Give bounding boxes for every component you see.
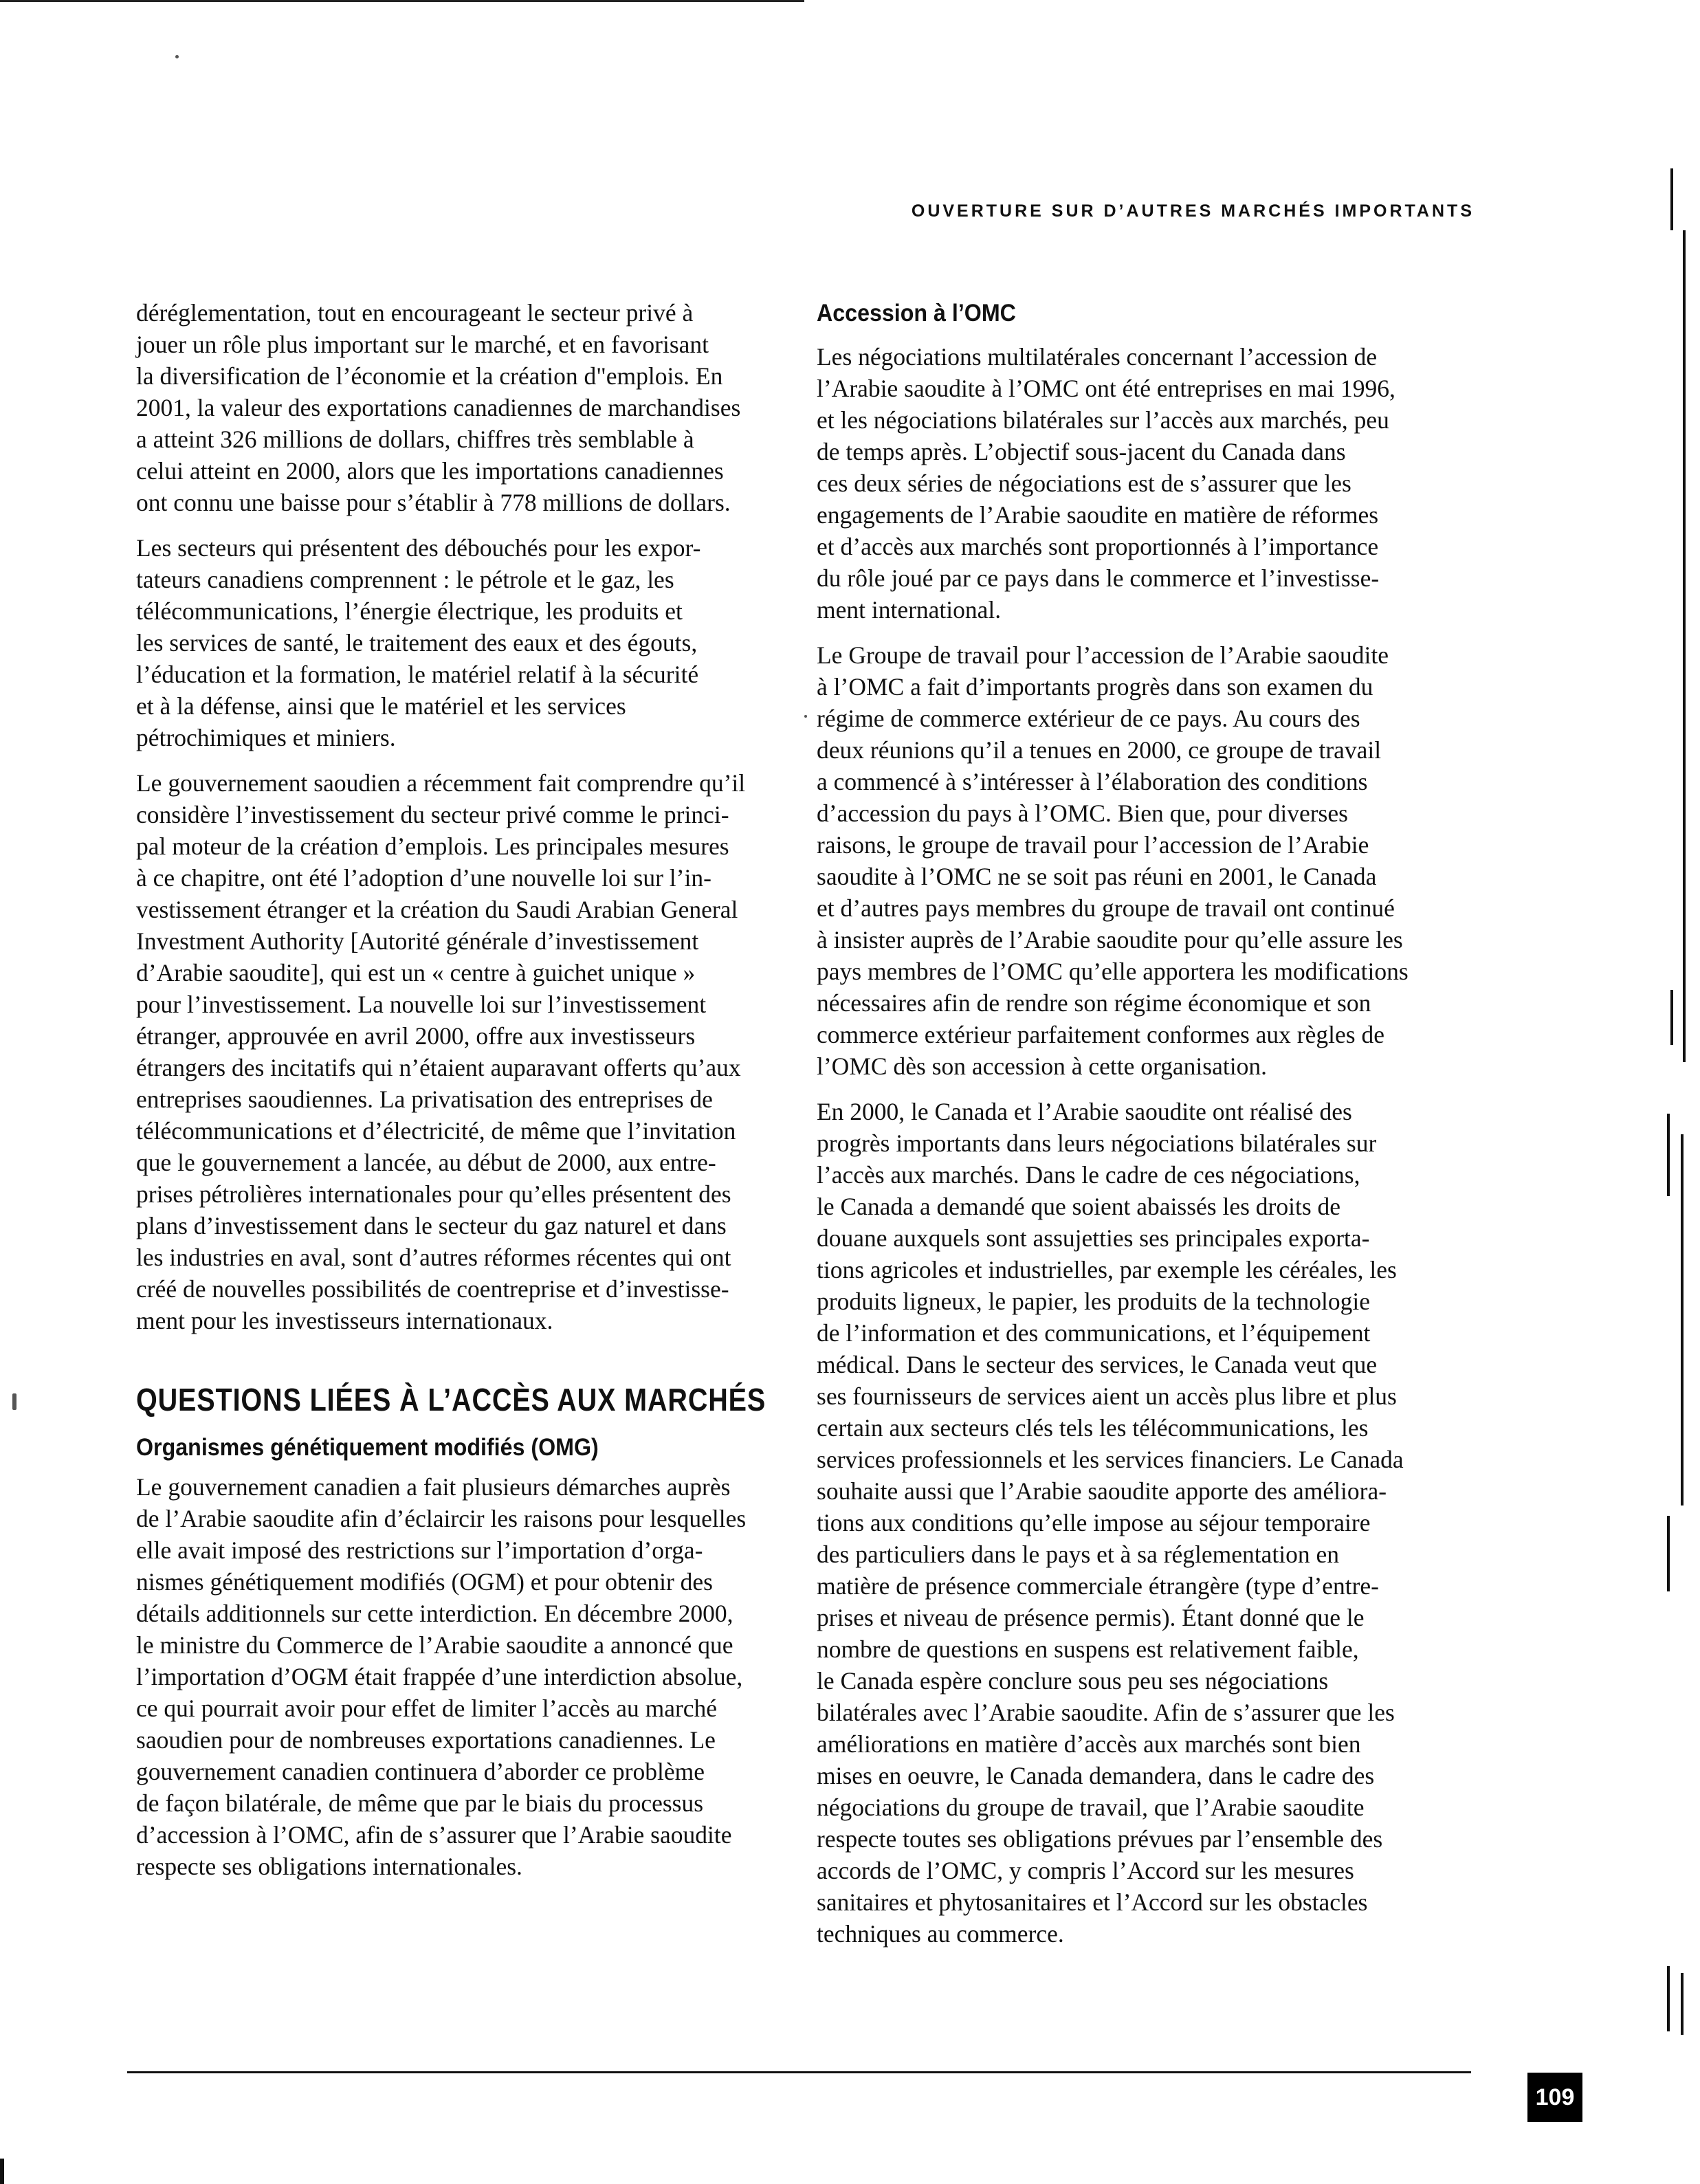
binding-mark xyxy=(1667,1516,1670,1591)
text-line: plans d’investissement dans le secteur du gaz naturel et dans xyxy=(136,1212,727,1239)
text-line: créé de nouvelles possibilités de coentreprise et d’investisse- xyxy=(136,1275,729,1303)
text-line: ces deux séries de négociations est de s’assurer que les xyxy=(817,470,1351,497)
text-line: à insister auprès de l’Arabie saoudite pour qu’elle assure les xyxy=(817,926,1403,953)
text-line: l’OMC dès son accession à cette organisation. xyxy=(817,1052,1267,1080)
text-line: pal moteur de la création d’emplois. Les principales mesures xyxy=(136,832,729,860)
text-line: techniques au commerce. xyxy=(817,1920,1064,1948)
text-line: d’Arabie saoudite], qui est un « centre à guichet unique » xyxy=(136,959,696,986)
text-line: ce qui pourrait avoir pour effet de limiter l’accès au marché xyxy=(136,1695,718,1722)
text-line: accords de l’OMC, y compris l’Accord sur les mesures xyxy=(817,1857,1354,1884)
text-line: pour l’investissement. La nouvelle loi sur l’investissement xyxy=(136,991,707,1018)
paragraph xyxy=(817,1096,1459,1950)
text-line: régime de commerce extérieur de ce pays. Au cours des xyxy=(817,705,1360,732)
text-line: d’accession du pays à l’OMC. Bien que, pour diverses xyxy=(817,799,1348,827)
text-line: saoudite à l’OMC ne se soit pas réuni en 2001, le Canada xyxy=(817,863,1377,890)
text-line: En 2000, le Canada et l’Arabie saoudite ont réalisé des xyxy=(817,1098,1352,1125)
text-line: à l’OMC a fait d’importants progrès dans son examen du xyxy=(817,673,1373,701)
text-line: le Canada espère conclure sous peu ses négociations xyxy=(817,1667,1329,1695)
text-line: celui atteint en 2000, alors que les importations canadiennes xyxy=(136,457,724,485)
text-line: elle avait imposé des restrictions sur l’importation d’orga- xyxy=(136,1536,703,1564)
text-line: sanitaires et phytosanitaires et l’Accord sur les obstacles xyxy=(817,1888,1368,1916)
text-line: matière de présence commerciale étrangère (type d’entre- xyxy=(817,1572,1379,1600)
text-line: de temps après. L’objectif sous-jacent du Canada dans xyxy=(817,438,1346,465)
text-line: nismes génétiquement modifiés (OGM) et pour obtenir des xyxy=(136,1568,713,1596)
text-line: Le gouvernement saoudien a récemment fait comprendre qu’il xyxy=(136,769,746,797)
text-line: détails additionnels sur cette interdiction. En décembre 2000, xyxy=(136,1600,733,1627)
text-line: ment pour les investisseurs internationaux. xyxy=(136,1307,553,1334)
running-head: OUVERTURE SUR D’AUTRES MARCHÉS IMPORTANTS xyxy=(911,201,1475,221)
text-line: de l’information et des communications, et l’équipement xyxy=(817,1319,1371,1347)
text-line: l’importation d’OGM était frappée d’une interdiction absolue, xyxy=(136,1663,743,1690)
section-heading: QUESTIONS LIÉES À L’ACCÈS AUX MARCHÉS xyxy=(136,1382,766,1418)
text-line: prises et niveau de présence permis). Étant donné que le xyxy=(817,1604,1365,1631)
text-line: l’éducation et la formation, le matériel relatif à la sécurité xyxy=(136,661,699,688)
text-line: télécommunications et d’électricité, de même que l’invitation xyxy=(136,1117,736,1145)
text-line: respecte ses obligations internationales. xyxy=(136,1853,522,1880)
right-column xyxy=(817,296,1466,1950)
text-line: le Canada a demandé que soient abaissés les droits de xyxy=(817,1193,1341,1220)
text-line: deux réunions qu’il a tenues en 2000, ce groupe de travail xyxy=(817,736,1382,764)
text-line: et d’autres pays membres du groupe de travail ont continué xyxy=(817,894,1395,922)
subheading: Accession à l’OMC xyxy=(817,300,1016,327)
binding-mark xyxy=(1683,230,1686,1062)
text-line: améliorations en matière d’accès aux marchés sont bien xyxy=(817,1730,1361,1758)
text-line: jouer un rôle plus important sur le marché, et en favorisant xyxy=(136,331,709,358)
footer-rule xyxy=(127,2071,1471,2073)
text-line: ses fournisseurs de services aient un accès plus libre et plus xyxy=(817,1382,1397,1410)
text-line: produits ligneux, le papier, les produits de la technologie xyxy=(817,1288,1371,1315)
text-line: prises pétrolières internationales pour qu’elles présentent des xyxy=(136,1180,731,1208)
text-line: pétrochimiques et miniers. xyxy=(136,724,396,751)
binding-mark xyxy=(1681,1973,1684,2035)
text-line: du rôle joué par ce pays dans le commerce et l’investisse- xyxy=(817,564,1380,592)
binding-mark xyxy=(0,2159,4,2184)
text-line: Les négociations multilatérales concernant l’accession de xyxy=(817,343,1378,371)
text-line: Le Groupe de travail pour l’accession de l’Arabie saoudite xyxy=(817,641,1389,669)
text-line: la diversification de l’économie et la création d"emplois. En xyxy=(136,362,723,390)
text-line: ont connu une baisse pour s’établir à 778 millions de dollars. xyxy=(136,489,731,516)
text-line: de l’Arabie saoudite afin d’éclaircir les raisons pour lesquelles xyxy=(136,1505,747,1532)
binding-mark xyxy=(1667,1966,1670,2031)
text-line: a atteint 326 millions de dollars, chiffres très semblable à xyxy=(136,426,694,453)
text-line: à ce chapitre, ont été l’adoption d’une nouvelle loi sur l’in- xyxy=(136,864,711,892)
text-line: raisons, le groupe de travail pour l’accession de l’Arabie xyxy=(817,831,1369,859)
text-line: Le gouvernement canadien a fait plusieurs démarches auprès xyxy=(136,1473,731,1501)
text-line: des particuliers dans le pays et à sa réglementation en xyxy=(817,1541,1340,1568)
text-line: étrangers des incitatifs qui n’étaient auparavant offerts qu’aux xyxy=(136,1054,741,1081)
text-line: mises en oeuvre, le Canada demandera, dans le cadre des xyxy=(817,1762,1375,1789)
text-line: médical. Dans le secteur des services, le Canada veut que xyxy=(817,1351,1378,1378)
text-line: de façon bilatérale, de même que par le biais du processus xyxy=(136,1789,704,1817)
text-line: et à la défense, ainsi que le matériel et les services xyxy=(136,692,626,720)
subheading: Organismes génétiquement modifiés (OMG) xyxy=(136,1434,599,1461)
text-line: étranger, approuvée en avril 2000, offre aux investisseurs xyxy=(136,1022,696,1050)
binding-mark xyxy=(1670,990,1673,1045)
paragraph xyxy=(136,1471,786,1882)
scan-speck xyxy=(175,55,179,58)
paragraph xyxy=(136,767,786,1336)
text-line: le ministre du Commerce de l’Arabie saoudite a annoncé que xyxy=(136,1631,733,1659)
text-line: les services de santé, le traitement des eaux et des égouts, xyxy=(136,629,698,657)
paragraph xyxy=(817,639,1459,1082)
text-line: engagements de l’Arabie saoudite en matière de réformes xyxy=(817,501,1379,529)
text-line: vestissement étranger et la création du Saudi Arabian General xyxy=(136,896,738,923)
text-line: Les secteurs qui présentent des débouchés pour les expor- xyxy=(136,534,701,562)
text-line: et d’accès aux marchés sont proportionnés à l’importance xyxy=(817,533,1379,560)
text-line: douane auxquels sont assujetties ses principales exporta- xyxy=(817,1224,1370,1252)
paragraph xyxy=(136,532,786,753)
page-number: 109 xyxy=(1527,2073,1582,2122)
text-line: progrès importants dans leurs négociations bilatérales sur xyxy=(817,1129,1377,1157)
text-line: a commencé à s’intéresser à l’élaboration des conditions xyxy=(817,768,1368,795)
text-line: ment international. xyxy=(817,596,1002,624)
text-line: tateurs canadiens comprennent : le pétrole et le gaz, les xyxy=(136,566,674,593)
text-line: gouvernement canadien continuera d’aborder ce problème xyxy=(136,1758,705,1785)
binding-mark xyxy=(1667,1114,1670,1196)
text-line: tions agricoles et industrielles, par exemple les céréales, les xyxy=(817,1256,1397,1283)
text-line: 2001, la valeur des exportations canadiennes de marchandises xyxy=(136,394,741,421)
text-line: Investment Authority [Autorité générale d’investissement xyxy=(136,927,699,955)
text-line: nombre de questions en suspens est relativement faible, xyxy=(817,1635,1359,1663)
text-line: services professionnels et les services financiers. Le Canada xyxy=(817,1446,1404,1473)
text-line: télécommunications, l’énergie électrique, les produits et xyxy=(136,597,683,625)
text-line: considère l’investissement du secteur privé comme le princi- xyxy=(136,801,729,828)
text-line: déréglementation, tout en encourageant le secteur privé à xyxy=(136,299,694,327)
text-line: que le gouvernement a lancée, au début de 2000, aux entre- xyxy=(136,1149,716,1176)
text-line: et les négociations bilatérales sur l’accès aux marchés, peu xyxy=(817,406,1389,434)
text-line: l’accès aux marchés. Dans le cadre de ces négociations, xyxy=(817,1161,1360,1189)
paragraph xyxy=(817,341,1459,626)
text-line: tions aux conditions qu’elle impose au séjour temporaire xyxy=(817,1509,1371,1536)
scan-speck xyxy=(804,715,807,718)
left-column xyxy=(136,297,786,1882)
text-line: respecte toutes ses obligations prévues par l’ensemble des xyxy=(817,1825,1383,1853)
scan-speck xyxy=(12,1393,16,1410)
text-line: entreprises saoudiennes. La privatisation des entreprises de xyxy=(136,1085,713,1113)
binding-mark xyxy=(1681,1134,1684,1505)
text-line: certain aux secteurs clés tels les télécommunications, les xyxy=(817,1414,1369,1442)
text-line: bilatérales avec l’Arabie saoudite. Afin de s’assurer que les xyxy=(817,1699,1395,1726)
text-line: négociations du groupe de travail, que l’Arabie saoudite xyxy=(817,1794,1365,1821)
text-line: l’Arabie saoudite à l’OMC ont été entreprises en mai 1996, xyxy=(817,375,1395,402)
text-line: saoudien pour de nombreuses exportations canadiennes. Le xyxy=(136,1726,716,1754)
text-line: commerce extérieur parfaitement conformes aux règles de xyxy=(817,1021,1384,1048)
text-line: pays membres de l’OMC qu’elle apportera les modifications xyxy=(817,958,1409,985)
text-line: d’accession à l’OMC, afin de s’assurer que l’Arabie saoudite xyxy=(136,1821,732,1849)
binding-mark xyxy=(1670,168,1673,230)
text-line: nécessaires afin de rendre son régime économique et son xyxy=(817,989,1371,1017)
text-line: souhaite aussi que l’Arabie saoudite apporte des améliora- xyxy=(817,1477,1387,1505)
paragraph xyxy=(136,297,786,518)
scan-top-edge xyxy=(0,0,804,2)
text-line: les industries en aval, sont d’autres réformes récentes qui ont xyxy=(136,1244,731,1271)
